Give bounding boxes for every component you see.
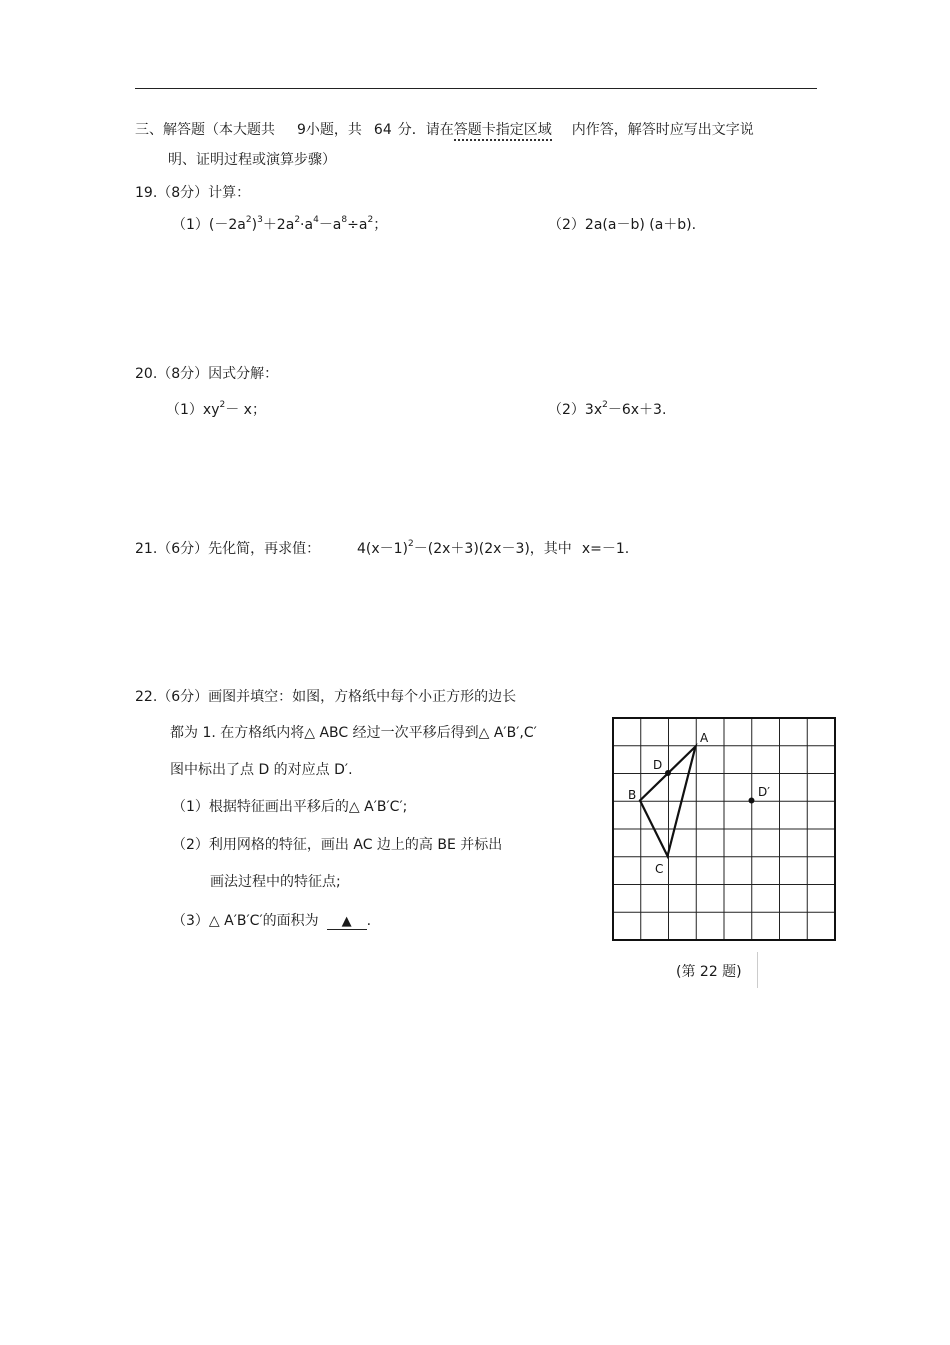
q21-heading: 21.（6分）先化简，再求值： [135, 541, 321, 557]
section-heading: 三、解答题（本大题共 9小题，共 64 分．请在答题卡指定区域 内作答，解答时应写出文字说 [135, 121, 754, 139]
q22-item3: （3）△ A′B′C′的面积为 ▲ . [172, 913, 372, 929]
q22-line2: 都为 1. 在方格纸内将△ ABC 经过一次平移后得到△ A′B′,C′ [170, 725, 537, 741]
label-d-prime: D′ [758, 785, 770, 799]
q19-heading: 19.（8分）计算： [135, 185, 251, 201]
q19-part2: （2）2a(a－b) (a＋b). [548, 217, 697, 233]
q20-part1: $(1)xy^2- x$； [166, 400, 266, 418]
grid-figure [612, 717, 836, 941]
margin-line [757, 952, 758, 988]
q20-heading: 20.（8分）因式分解： [135, 366, 279, 382]
answer-blank: ▲ [327, 914, 367, 930]
figure-caption: (第 22 题) [676, 964, 742, 980]
q20-part2: $(2)3x^2-6x+3$. [548, 400, 667, 418]
label-c: C [655, 862, 664, 876]
point-d [665, 770, 671, 776]
q19-part1: $(1)(-2a^2)^3+2a^2\cdot a^4-a^8\div a^2$； [172, 215, 388, 233]
q22-item2-cont: 画法过程中的特征点; [210, 874, 341, 890]
q22-item2: （2）利用网格的特征，画出 AC 边上的高 BE 并标出 [172, 837, 503, 853]
q22-line3: 图中标出了点 D 的对应点 D′. [170, 762, 353, 778]
grid-lines [613, 718, 835, 940]
section-heading-line2: 明、证明过程或演算步骤） [168, 152, 336, 168]
label-a: A [700, 731, 709, 745]
label-b: B [628, 788, 637, 802]
q22-heading: 22.（6分）画图并填空：如图，方格纸中每个小正方形的边长 [135, 689, 517, 705]
top-rule [135, 88, 817, 89]
point-d-prime [749, 798, 755, 804]
label-d: D [653, 758, 663, 772]
q22-item1: （1）根据特征画出平移后的△ A′B′C′; [172, 799, 408, 815]
answer-area-emphasis: 答题卡指定区域 [454, 122, 552, 141]
q21-expression: $4(x-1)^2-(2x+3)(2x-3)$，其中 x=－1. [357, 539, 630, 557]
